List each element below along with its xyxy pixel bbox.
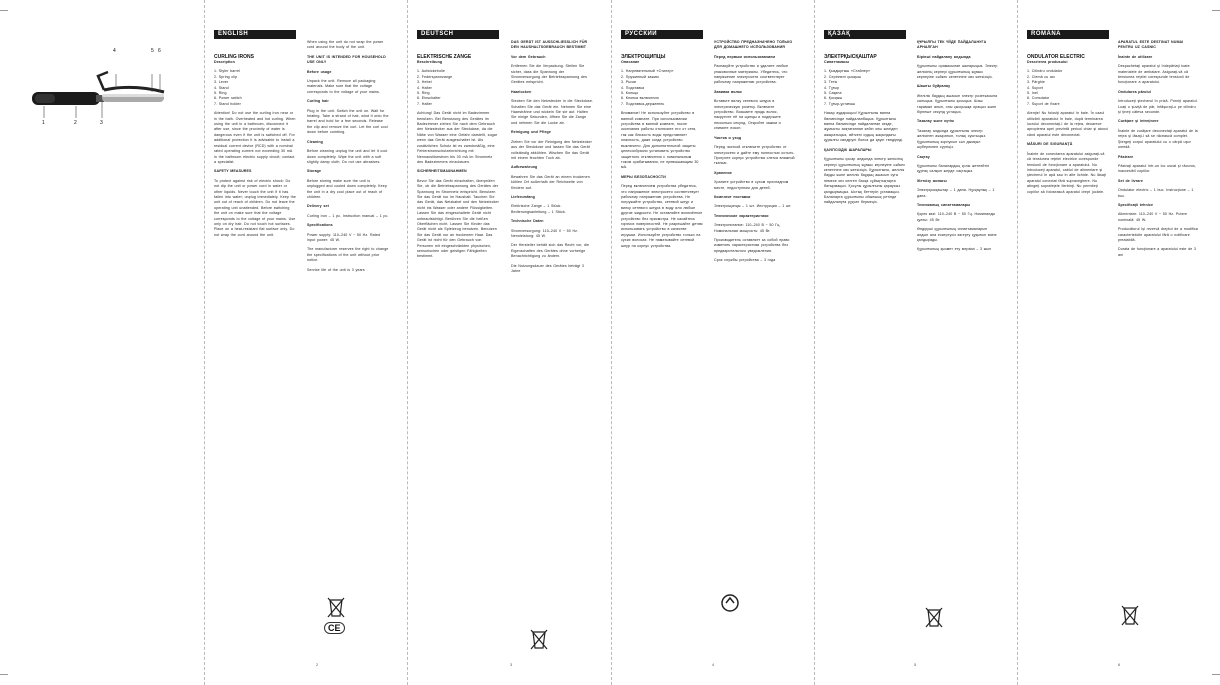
- part-item: 5. Ring: [417, 91, 430, 96]
- storage-paragraph: Before storing make sure the unit is unplugged and cooled down completely. Keep the unit in a dry cool place out of reach of children.: [307, 178, 387, 199]
- part-item: 1. Cilindru ondulator: [1027, 69, 1063, 74]
- part-item: 6. Einschalter: [417, 96, 441, 101]
- part-item: 4. Stand: [214, 85, 229, 90]
- kazakh-column-1: [824, 40, 906, 210]
- delivery-paragraph: Электрощипцы – 1 шт. Инструкция – 1 шт.: [714, 204, 792, 209]
- before-heading: Before usage: [307, 69, 332, 74]
- callout-5: 5: [151, 48, 154, 54]
- part-item: 3. Hebel: [417, 80, 432, 85]
- spec-heading: Технические характеристики: [714, 213, 769, 218]
- fold-line: [814, 0, 816, 685]
- before-paragraph: Unpack the unit. Remove all packaging materials. Make sure that the voltage corresponds to the voltage of your mains.: [307, 79, 381, 94]
- delivery-heading: Delivery set: [307, 204, 329, 209]
- part-item: 1. Нагревательный «Стилер»: [621, 69, 674, 74]
- note-paragraph: The manufacturer reserves the right to change the specifications of the unit without prior notice.: [307, 247, 389, 263]
- russian-column-2: [714, 40, 796, 268]
- delivery-paragraph: Электрқысқаштар – 1 дана. Нұсқаулық – 1 дана.: [917, 188, 995, 198]
- storage-heading: Хранение: [714, 170, 732, 175]
- attention-paragraph: Achtung! Das Gerät nicht im Badezimmer benutzen. Bei Benutzung des Gerätes im Badezimmer ziehen Sie nach dem Gebrauch den Netzstecker aus der Steckdose, da die Nähe von Wasser eine Gefahr darstellt, sogar wenn das Gerät ausgeschaltet ist. Als zusätzlichen Schutz ist es zweckmäßig, eine Fehlerstromschutzeinrichtung mit Nennauslösestrom bis 30 mA im Stromnetz des Badezimmers einzubauen.: [417, 111, 498, 164]
- spec-paragraph: Stromversorgung: 110–240 V ~ 50 Hz. Nennleistung: 45 W.: [511, 228, 579, 238]
- part-item: 2. Clemă cu arc: [1027, 74, 1056, 79]
- cleaning-paragraph: Перед чисткой отключите устройство от электросети и дайте ему полностью остыть. Протрите корпус устройства слегка влажной тканью.: [714, 145, 795, 166]
- cleaning-heading: Тазалау және күтім: [917, 119, 954, 124]
- before-paragraph: Распакуйте устройство и удалите любые упаковочные материалы. Убедитесь, что напряжение электросети соответствует рабочему напряжению устройства.: [714, 64, 789, 85]
- part-item: 2. Пружинный зажим: [621, 74, 659, 79]
- curling-paragraph: Plug in the unit. Switch the unit on. Wait for heating. Take a strand of hair, wind it onto the barrel and hold for a few seconds. Release the clip and remove the curl. Let the curl cool down before combing.: [307, 108, 389, 135]
- cleaning-heading: Чистка и уход: [714, 135, 742, 140]
- callout-4: 4: [113, 48, 116, 54]
- spec-heading: Техникалық сипаттамалары: [917, 202, 971, 207]
- delivery-heading: Lieferumfang: [511, 194, 535, 199]
- product-title: ЭЛЕКТРОЩИПЦЫ: [621, 54, 666, 60]
- curling-paragraph: Introduceţi ştecherul în priză. Porniţi aparatul. Luaţi o şuviţă de păr, înfăşuraţi-o pe cilindru şi ţineţi câteva secunde.: [1118, 99, 1198, 115]
- attention-paragraph: Attention! Do not use the curling iron near or in the bath. Overheated and hot curling. When using the unit in a bathroom, disconnect it after use, since the proximity of water is dangerous even if the unit is switched off. For additional protection it is advisable to install a residual current device (RCD) with a nominal rated operating current not exceeding 30 mA in the bathroom electric supply circuit; contact a specialist.: [214, 111, 296, 164]
- page-number: 3: [510, 662, 513, 667]
- part-item: 7. Halter: [417, 101, 432, 106]
- curling-paragraph: Stecken Sie den Netzstecker in die Steckdose. Schalten Sie das Gerät ein. Nehmen Sie eine Haarsträhne und wickeln Sie sie auf. Halten Sie einige Sekunden, öffnen Sie die Zange und nehmen Sie die Locke ab.: [511, 99, 594, 125]
- curling-heading: Haarlocken: [511, 89, 532, 94]
- curling-iron-illustration: [32, 66, 172, 126]
- storage-paragraph: Храните устройство в сухом прохладном месте, недоступном для детей.: [714, 180, 789, 190]
- delivery-heading: Жеткізу жинағы: [917, 178, 947, 183]
- safety-paragraph: Құрылғыны қосар алдында электр желісінің кернеуі құрылғының жұмыс кернеуіне сәйкес келетініне көз жеткізіңіз. Құрылғыны, желілік бауды және желілік баудың ашасын суға немесе кез келген басқа сұйықтықтарға батырмаңыз. Қосулы құрылғыны қараусыз қалдырмаңыз. Ыстық беттерін ұстамаңыз. Балаларға құрылғыны ойыншық ретінде пайдалануға рұқсат бермеңіз.: [824, 157, 906, 205]
- safety-heading: MĂSURI DE SIGURANŢĂ: [1027, 142, 1073, 147]
- part-item: 5. Ring: [214, 91, 227, 96]
- safety-paragraph: Înainte de conectarea aparatului asiguraţi-vă că tensiunea reţelei electrice corespunde tensiunii de funcţionare a aparatului. Nu introduceţi aparatul, cablul de alimentare şi ştecherul în apă sau în alte lichide. Nu lăsaţi aparatul conectat fără supraveghere. Nu atingeţi suprafeţele fierbinţi. Nu permiteţi copiilor să folosească aparatul drept jucărie.: [1027, 151, 1107, 194]
- before-paragraph: Құрылғыны орамасынан шығарыңыз. Электр желісінің кернеуі құрылғының жұмыс кернеуіне сәйкес келетініне көз жеткізіңіз.: [917, 64, 998, 80]
- product-title: ELEKTRISCHE ZANGE: [417, 54, 472, 60]
- part-item: 1. Қыздырғыш «Стайлер»: [824, 69, 871, 74]
- storage-paragraph: Құрылғыны балалардың қолы жетпейтін құрғақ салқын жерде сақтаңыз.: [917, 163, 990, 174]
- part-item: 1. Styler barrel: [214, 69, 240, 74]
- part-item: 2. Federspannzange: [417, 74, 453, 79]
- product-title: ЭЛЕКТРҚЫСҚАШТАР: [824, 54, 877, 60]
- description-heading: Description: [214, 60, 235, 64]
- storage-paragraph: Păstraţi aparatul într-un loc uscat şi răcoros, inaccesibil copiilor.: [1118, 163, 1197, 174]
- note-paragraph: Producătorul îşi rezervă dreptul de a modifica caracteristicile aparatului fără o notificare prealabilă.: [1118, 227, 1198, 242]
- before-heading: Vor dem Gebrauch: [511, 54, 546, 59]
- crop-mark: [1212, 10, 1220, 11]
- storage-heading: Păstrare: [1118, 154, 1134, 159]
- part-item: 4. Подставка: [621, 85, 645, 90]
- note-paragraph: Производитель оставляет за собой право изменять характеристики устройства без предварительного уведомления.: [714, 237, 790, 253]
- part-item: 3. Lever: [214, 80, 229, 85]
- description-heading: Сипаттамасы: [824, 60, 850, 64]
- delivery-heading: Set de livrare: [1118, 178, 1143, 183]
- spec-paragraph: Power supply: 110–240 V ~ 50 Hz. Rated input power: 45 W.: [307, 232, 381, 242]
- part-item: 5. Кольцо: [621, 91, 639, 96]
- before-paragraph: Entfernen Sie die Verpackung. Stellen Sie sicher, dass die Spannung der Stromversorgung der Betriebsspannung des Gerätes entspricht.: [511, 64, 588, 85]
- attention-paragraph: Внимание! Не используйте устройство в ванной комнате. При использовании устройства в ванной комнате, после окончания работы отключите его от сети, так как близость воды представляет опасность, даже когда устройство выключено. Для дополнительной защиты целесообразно установить устройство защитного отключения с номинальным током срабатывания, не превышающим 30 мА.: [621, 111, 699, 170]
- english-column-2: [307, 40, 389, 277]
- callout-2: 2: [74, 120, 77, 126]
- russian-column-1: [621, 40, 703, 253]
- section-header-english: ENGLISH: [214, 30, 296, 39]
- curling-heading: Завивка волос: [714, 89, 743, 94]
- section-header-kazakh: ҚАЗАҚ: [824, 30, 906, 39]
- curling-heading: Ondularea părului: [1118, 89, 1151, 94]
- description-heading: Описание: [621, 60, 640, 64]
- part-item: 1. Aufwickelrolle: [417, 69, 445, 74]
- before-heading: Перед первым использованием: [714, 54, 776, 59]
- part-item: 5. Сақина: [824, 91, 842, 96]
- part-item: 4. Suport: [1027, 85, 1043, 90]
- section-header-deutsch: DEUTSCH: [417, 30, 499, 39]
- part-item: 4. Halter: [417, 85, 432, 90]
- curling-heading: Шашты бұйралау: [917, 84, 951, 89]
- description-heading: Beschreibung: [417, 60, 443, 64]
- part-item: 7. Подставка-держатель: [621, 101, 665, 106]
- deutsch-column-2: [511, 40, 593, 278]
- page-number: 2: [316, 662, 319, 667]
- product-title: ONDULATOR ELECTRIC: [1027, 54, 1085, 60]
- curling-paragraph: Желілік баудың ашасын электр розеткасына салыңыз. Құрылғыны қосыңыз. Шаш тарамын алып, оны қысқышқа ораңыз және бірнеше секунд ұстаңыз.: [917, 93, 998, 115]
- product-title: CURLING IRONS: [214, 54, 254, 60]
- section-header-romanian: ROMÂNĂ: [1027, 30, 1109, 39]
- safety-heading: МЕРЫ БЕЗОПАСНОСТИ: [621, 174, 666, 179]
- part-item: 4. Тұғыр: [824, 85, 840, 90]
- intended-use: APARATUL ESTE DESTINAT NUMAI PENTRU UZ CASNIC: [1118, 40, 1184, 50]
- english-column-1: [214, 40, 296, 242]
- cleaning-heading: Curăţare şi întreţinere: [1118, 119, 1159, 124]
- fold-line: [611, 0, 613, 685]
- cleaning-heading: Reinigung und Pflege: [511, 130, 551, 135]
- storage-heading: Сақтау: [917, 154, 930, 159]
- spec-heading: Technische Daten: [511, 219, 544, 224]
- safety-heading: ҚАУІПСІЗДІК ШАРАЛАРЫ: [824, 147, 872, 152]
- intended-use: УСТРОЙСТВО ПРЕДНАЗНАЧЕНО ТОЛЬКО ДЛЯ ДОМАШНЕГО ИСПОЛЬЗОВАНИЯ: [714, 40, 793, 50]
- fold-line: [407, 0, 409, 685]
- safety-paragraph: Перед включением устройства убедитесь, что напряжение электросети соответствует рабочему напряжению устройства. Не погружайте устройство, сетевой шнур и вилку сетевого шнура в воду или любые другие жидкости. Не оставляйте включённое устройство без присмотра. Не касайтесь горячих поверхностей. Не разрешайте детям использовать устройство в качестве игрушки. Используйте устройство только на сухих волосах. Не наматывайте сетевой шнур на корпус устройства.: [621, 184, 703, 248]
- storage-heading: Aufbewahrung: [511, 165, 538, 170]
- description-heading: Descrierea produsului: [1027, 60, 1068, 64]
- safety-heading: SICHERHEITSMAßNAHMEN: [417, 169, 467, 174]
- part-item: 6. Қосқыш: [824, 96, 843, 101]
- attention-paragraph: Atenţie! Nu folosiţi aparatul în baie. În cazul utilizării aparatului în baie, după terminarea lucrului deconectaţi-l de la reţea, deoarece apropierea apei prezintă pericol chiar şi atunci când aparatul este deconectat.: [1027, 111, 1109, 137]
- cord-warning: When using the unit do not wrap the power cord around the body of the unit.: [307, 40, 384, 50]
- part-item: 6. Power switch: [214, 96, 242, 101]
- spec-heading: Specifications: [307, 223, 333, 228]
- service-life: Құрылғының қызмет ету мерзімі – 3 жыл: [917, 247, 992, 252]
- service-life: Срок службы устройства – 3 года: [714, 258, 776, 263]
- recycle-icon: [529, 628, 549, 650]
- part-item: 2. Серіппелі қысқыш: [824, 74, 861, 79]
- before-paragraph: Despachetaţi aparatul şi îndepărtaţi toate materialele de ambalare. Asiguraţi-vă că tensiunea reţelei corespunde tensiunii de funcţionare a aparatului.: [1118, 64, 1190, 85]
- delivery-paragraph: Curling iron – 1 pc. Instruction manual – 1 pc.: [307, 213, 389, 218]
- delivery-paragraph: Elektrische Zange – 1 Stück. Bedienungsanleitung – 1 Stück.: [511, 204, 567, 214]
- page-number: 6: [1118, 662, 1121, 667]
- romanian-column-1: [1027, 40, 1109, 199]
- storage-heading: Storage: [307, 169, 322, 174]
- section-header-russian: РУССКИЙ: [621, 30, 703, 39]
- part-item: 7. Stand holder: [214, 101, 241, 106]
- service-life: Die Nutzungsdauer des Gerätes beträgt 3 Jahre: [511, 263, 584, 273]
- cleaning-paragraph: Before cleaning unplug the unit and let it cool down completely. Wipe the unit with a soft slightly damp cloth. Do not use abrasives.: [307, 149, 388, 164]
- part-item: 6. Кнопка включения: [621, 96, 659, 101]
- recycle-icon: [326, 596, 346, 618]
- delivery-paragraph: Ondulator electric – 1 buc. Instrucţiune – 1 buc.: [1118, 188, 1194, 198]
- cleaning-paragraph: Înainte de curăţare deconectaţi aparatul de la reţea şi lăsaţi-l să se răcească complet. Ştergeţi corpul aparatului cu o cârpă uşor umedă.: [1118, 128, 1198, 150]
- recycle-icon: [1120, 604, 1140, 626]
- before-heading: Înainte de utilizare: [1118, 54, 1153, 59]
- note-paragraph: Der Hersteller behält sich das Recht vor, die Eigenschaften des Gerätes ohne vorherige Benachrichtigung zu ändern.: [511, 243, 590, 259]
- service-life: Durata de funcţionare a aparatului este de 3 ani: [1118, 247, 1197, 257]
- callout-3: 3: [100, 120, 103, 126]
- storage-paragraph: Bewahren Sie das Gerät an einem trockenen kühlen Ort außerhalb der Reichweite von Kindern auf.: [511, 174, 590, 190]
- part-item: 5. Inel: [1027, 91, 1038, 96]
- part-item: 2. Spring clip: [214, 74, 238, 79]
- fold-line: [204, 0, 206, 685]
- safety-paragraph: To protect against risk of electric shock: Do not dip the unit or power cord in water or other liquids. Never touch the unit if it has fallen into water; unplug immediately. Keep the unit out of reach of children. Do not leave the operating unit unattended. Before switching the unit on make sure that the voltage corresponds to the voltage of your mains. Use only on dry hair. Do not touch hot surfaces. Place on a heat-resistant flat surface only. Do not wrap the cord around the unit.: [214, 178, 296, 237]
- part-item: 3. Тетік: [824, 80, 838, 85]
- curling-heading: Curling hair: [307, 99, 329, 104]
- cleaning-paragraph: Ziehen Sie vor der Reinigung den Netzstecker aus der Steckdose und lassen Sie das Gerät vollständig abkühlen. Wischen Sie das Gerät mit einem feuchten Tuch ab.: [511, 139, 592, 160]
- part-item: 3. Pârghie: [1027, 80, 1045, 85]
- ce-mark: CE: [324, 622, 345, 634]
- safety-heading: SAFETY MEASURES: [214, 169, 252, 174]
- callout-6: 6: [158, 48, 161, 54]
- intended-use: DAS GERÄT IST AUSSCHLIESSLICH FÜR DEN HAUSHALTSGEBRAUCH BESTIMMT: [511, 40, 588, 50]
- page-number: 4: [712, 662, 715, 667]
- spec-paragraph: Alimentare: 110–240 V ~ 50 Hz. Putere nominală: 45 W.: [1118, 212, 1188, 222]
- before-heading: Бірінші пайдалану алдында: [917, 54, 971, 59]
- intended-use: ҚҰРЫЛҒЫ ТЕК ҮЙДЕ ПАЙДАЛАНУҒА АРНАЛҒАН: [917, 40, 987, 50]
- service-life: Service life of the unit is 3 years: [307, 267, 365, 272]
- deutsch-column-1: [417, 40, 499, 264]
- part-item: 7. Тұғыр-ұстағыш: [824, 101, 856, 106]
- safety-paragraph: Bevor Sie das Gerät einschalten, überprüfen Sie, ob die Betriebsspannung des Gerätes der Spannung im Stromnetz entspricht. Benutzen Sie das Gerät nur im Haushalt. Tauchen Sie das Gerät, das Netzkabel und den Netzstecker nicht ins Wasser oder andere Flüssigkeiten. Lassen Sie das eingeschaltete Gerät nicht unbeaufsichtigt. Berühren Sie die heißen Oberflächen nicht. Lassen Sie Kinder das Gerät nicht als Spielzeug benutzen. Benutzen Sie das Gerät nur an trockenem Haar. Das Gerät ist nicht für den Gebrauch von Personen mit eingeschränkten physischen, sensorischen oder geistigen Fähigkeiten bestimmt.: [417, 178, 499, 259]
- recycle-icon: [720, 592, 740, 614]
- spec-paragraph: Электропитание: 110–240 В ~ 50 Гц. Номинальная мощность: 45 Вт.: [714, 223, 781, 233]
- fold-line: [1017, 0, 1019, 685]
- delivery-heading: Комплект поставки: [714, 194, 751, 199]
- spec-heading: Specificaţii tehnice: [1118, 202, 1154, 207]
- curling-paragraph: Вставьте вилку сетевого шнура в электрическую розетку. Включите устройство. Возьмите прядь волос, накрутите её на щипцы и подержите несколько секунд. Откройте зажим и снимите локон.: [714, 99, 781, 131]
- kazakh-column-2: [917, 40, 999, 257]
- intended-use: THE UNIT IS INTENDED FOR HOUSEHOLD USE ONLY: [307, 54, 386, 65]
- spec-paragraph: Қорек көзі: 110–240 В ~ 50 Гц. Номиналды қуаты: 45 Вт.: [917, 212, 996, 222]
- part-item: 3. Рычаг: [621, 80, 637, 85]
- recycle-icon: [924, 606, 944, 628]
- cleaning-heading: Cleaning: [307, 139, 323, 144]
- page-number: 5: [914, 662, 917, 667]
- part-item: 6. Comutator: [1027, 96, 1050, 101]
- note-paragraph: Өндіруші құрылғының сипаттамаларын алдын ала ескертусіз өзгерту құқығын өзіне қалдырады.: [917, 227, 997, 242]
- attention-paragraph: Назар аударыңыз! Құрылғыны ванна бөлмесінде пайдаланбаңыз. Құрылғыны ванна бөлмесінде пайдаланған кезде, жұмысты аяқтағаннан кейін оны желіден ажыратыңыз, өйткені судың жақындығы құрылғы сөндірулі болса да қауіп төндіреді.: [824, 111, 904, 143]
- cleaning-paragraph: Тазалау алдында құрылғыны электр желісінен ажыратып, толық суытыңыз. Құрылғының корпусын сәл дымқыл шүберекпен сүртіңіз.: [917, 128, 987, 150]
- crop-mark: [1212, 674, 1220, 675]
- callout-1: 1: [42, 120, 45, 126]
- part-item: 7. Suport de fixare: [1027, 101, 1060, 106]
- romanian-column-2: [1118, 40, 1200, 262]
